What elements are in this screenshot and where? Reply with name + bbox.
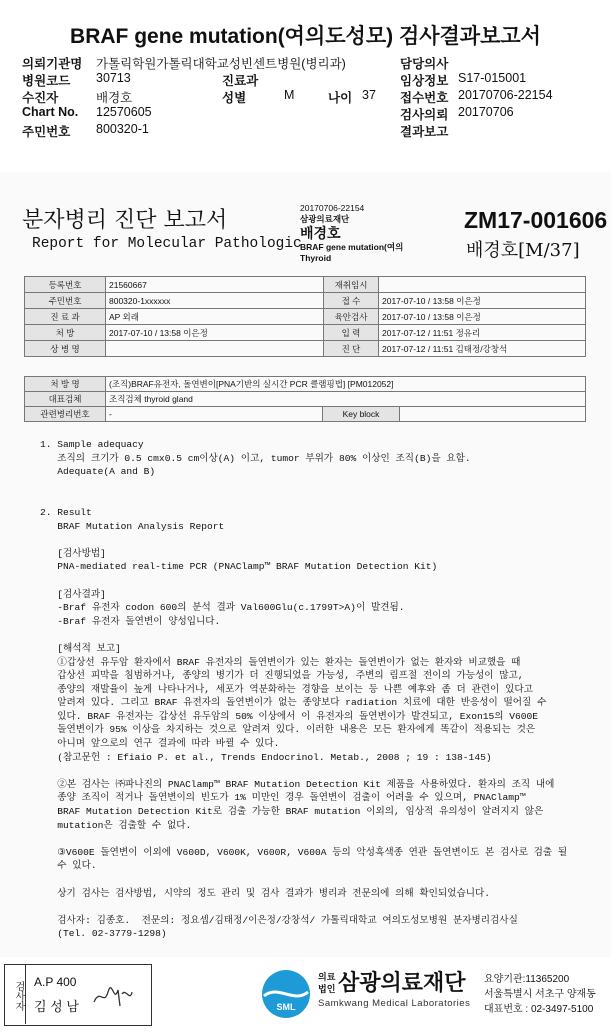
body-line <box>40 574 600 588</box>
body-line <box>40 764 600 778</box>
body-line: ①갑상선 유두암 환자에서 BRAF 유전자의 돌연변이가 있는 환자는 돌연변이가 없는 환자와 비교했을 때 <box>40 656 521 668</box>
body-line: 조직의 크기가 0.5 cmx0.5 cm이상(A) 이고, tumor 부위가 80% 이상인 조직(B)을 요함. <box>40 452 471 464</box>
body-line: [검사방법] <box>40 547 106 559</box>
rx-label: 처 방 <box>25 325 106 341</box>
org-en: Samkwang Medical Laboratories <box>318 998 471 1009</box>
body-line: 있다. BRAF 유전자는 갑상선 유두암의 50% 이상에서 이 유전자의 돌연변이가 발견되고, Exon15의 V600E <box>40 710 539 722</box>
header-value: M <box>284 88 295 102</box>
order-table <box>24 376 586 422</box>
body-line: 종양의 재발율이 높게 나타나거나, 세포가 역분화하는 경향을 보이는 등 나쁜 예후와 좀 더 관련이 있다고 <box>40 683 533 695</box>
address: 서울특별시 서초구 양재동 <box>484 989 596 1000</box>
body-line <box>40 832 600 846</box>
sml-logo-icon <box>258 966 314 1022</box>
header-label: Chart No. <box>22 105 79 119</box>
body-line: PNA-mediated real-time PCR (PNAClamp™ BRAF Mutation Detection Kit) <box>40 561 438 573</box>
header-row <box>22 54 592 71</box>
inst-no: 요양기관:11365200 <box>484 974 570 985</box>
header-value: 37 <box>362 88 376 102</box>
header-label: 의뢰기관명 <box>22 57 83 71</box>
gross-value: 2017-07-10 / 13:58 이은정 <box>379 309 586 325</box>
body-line <box>40 479 600 493</box>
body-line: -Braf 유전자 돌연변이 양성입니다. <box>40 615 221 627</box>
prev-path-value: - <box>106 407 323 422</box>
report-body <box>40 438 600 941</box>
receipt-value: 2017-07-10 / 13:58 이은정 <box>379 293 586 309</box>
receipt-label: 접 수 <box>324 293 379 309</box>
specimen-code: ZM17-001606 <box>464 207 608 233</box>
approval-side-label: 검사자 <box>4 964 26 1024</box>
header-label: 진료과 <box>222 74 259 88</box>
stamp-name: 배경호 <box>300 225 341 241</box>
specimen-label: 대표검체 <box>25 392 106 407</box>
input-value: 2017-07-12 / 11:51 정유리 <box>379 325 586 341</box>
dept-label: 진 료 과 <box>25 309 106 325</box>
key-block-value <box>400 407 586 422</box>
receipt-stamp <box>300 203 403 264</box>
rx-value: 2017-07-10 / 13:58 이은정 <box>106 325 324 341</box>
body-line: 돌연변이가 95% 이상을 차지하는 것으로 알려져 있다. 이러한 내용은 모든 환자에게 똑같이 적용되는 것은 <box>40 724 536 736</box>
body-line <box>40 533 600 547</box>
body-line: 수 있다. <box>40 860 97 872</box>
ssn-value: 800320-1xxxxxx <box>106 293 324 309</box>
body-line: BRAF Mutation Detection Kit로 검출 가능한 BRAF mutation 이외의, 임상적 유의성이 알려지지 않은 <box>40 806 544 818</box>
header-row <box>22 122 592 139</box>
body-line: 1. Sample adequacy <box>40 439 144 450</box>
stamp-line2: 삼광의료재단 <box>300 214 350 224</box>
body-line: 검사자: 김종호. 전문의: 정요셉/김태정/이은정/강창석/ 가톨릭대학교 여의도성모병원 분자병리검사실 <box>40 914 518 926</box>
signature-icon <box>92 984 134 1010</box>
body-line <box>40 492 600 506</box>
body-line: 아니며 앞으로의 연구 결과에 따라 바뀔 수 있다. <box>40 738 280 750</box>
stamp-line4: Thyroid <box>300 253 332 263</box>
prev-path-label: 관련병리번호 <box>25 407 106 422</box>
report-title-kr: 분자병리 진단 보고서 <box>22 208 228 233</box>
phone: 대표번호 : 02-3497-5100 <box>484 1004 594 1015</box>
info-table <box>24 276 586 357</box>
disease-label: 상 병 명 <box>25 341 106 357</box>
header-label: 담당의사 <box>400 57 449 71</box>
header-value: S17-015001 <box>458 71 527 85</box>
body-line: 상기 검사는 검사방법, 시약의 정도 관리 및 검사 결과가 병리과 전문의에 의해 확인되었습니다. <box>40 887 491 899</box>
input-label: 입 력 <box>324 325 379 341</box>
header-label: 임상정보 <box>400 74 449 88</box>
rx-name-label: 처 방 명 <box>25 377 106 392</box>
body-line: 2. Result <box>40 506 92 518</box>
stamp-line1: 20170706-22154 <box>300 203 365 213</box>
header-label: 검사의뢰 <box>400 108 449 122</box>
gross-label: 육안검사 <box>324 309 379 325</box>
body-line: Adequate(A and B) <box>40 466 156 478</box>
body-line: 알려져 있다. 그리고 BRAF 유전자의 돌연변이가 없는 종양보다 radiation 치료에 대한 반응성이 떨어질 수 <box>40 697 547 709</box>
header-label: 나이 <box>328 91 353 105</box>
body-line: [검사결과] <box>40 588 106 600</box>
reg-no-value: 21560667 <box>106 277 324 293</box>
header-row <box>22 105 592 122</box>
sml-logo-text: SML <box>276 1002 296 1012</box>
body-line <box>40 900 600 914</box>
header-label: 주민번호 <box>22 125 71 139</box>
body-line: [해석적 보고] <box>40 642 121 654</box>
key-block-label: Key block <box>323 407 400 422</box>
header-label: 접수번호 <box>400 91 449 105</box>
rx-name-value: (조직)BRAF유전자, 돌연변이[PNA기반의 실시간 PCR 클램핑법] [PM012052] <box>106 377 586 392</box>
body-line <box>40 873 600 887</box>
header-value: 800320-1 <box>96 122 149 136</box>
header-value: 가톨릭학원가톨릭대학교성빈센트병원(병리과) <box>96 57 346 71</box>
ssn-label: 주민번호 <box>25 293 106 309</box>
approver-code: A.P 400 <box>34 975 77 989</box>
stamp-line3: BRAF gene mutation(여의 <box>300 242 404 252</box>
dept-value: AP 외래 <box>106 309 324 325</box>
org-small2: 법인 <box>318 984 336 994</box>
dx-label: 진 단 <box>324 341 379 357</box>
header-label: 성별 <box>222 91 247 105</box>
disease-value <box>106 341 324 357</box>
body-line: mutation은 검출할 수 없다. <box>40 819 192 831</box>
approver-name: 김 성 남 <box>34 999 79 1014</box>
reexam-label: 재취임시 <box>324 277 379 293</box>
header-label: 수진자 <box>22 91 59 105</box>
header-value: 30713 <box>96 71 131 85</box>
header-value: 20170706 <box>458 105 514 119</box>
body-line: -Braf 유전자 codon 600의 분석 결과 Val600Glu(c.1799T>A)이 발견됨. <box>40 602 405 614</box>
header-value: 12570605 <box>96 105 152 119</box>
reexam-value <box>379 277 586 293</box>
patient-tag: 배경호[M/37] <box>466 240 580 261</box>
header-value: 20170706-22154 <box>458 88 553 102</box>
body-line: (Tel. 02-3779-1298) <box>40 928 167 940</box>
report-title-en: Report for Molecular Pathologic <box>32 236 302 252</box>
header-row <box>22 88 592 105</box>
report-title: BRAF gene mutation(여의도성모) 검사결과보고서 <box>70 25 541 48</box>
specimen-value: 조직검체 thyroid gland <box>106 392 586 407</box>
body-line: (참고문헌 : Efiaio P. et al., Trends Endocrinol. Metab., 2008 ; 19 : 138-145) <box>40 751 492 763</box>
body-line <box>40 628 600 642</box>
body-line: ③V600E 돌연변이 이외에 V600D, V600K, V600R, V600A 등의 악성흑색종 연관 돌연변이도 본 검사로 검출 될 <box>40 846 568 858</box>
reg-no-label: 등록번호 <box>25 277 106 293</box>
body-line: 종양 조직이 적거나 돌연변이의 빈도가 1% 미만인 경우 돌연변이 검출이 어려울 수 있으며, PNAClamp™ <box>40 792 526 804</box>
org-small1: 의료 <box>318 972 336 982</box>
header-label: 병원코드 <box>22 74 71 88</box>
dx-value: 2017-07-12 / 11:51 김태정/강창석 <box>379 341 586 357</box>
body-line: ②본 검사는 ㈜파나진의 PNAClamp™ BRAF Mutation Detection Kit 제품을 사용하였다. 환자의 조직 내에 <box>40 778 555 790</box>
body-line: BRAF Mutation Analysis Report <box>40 520 225 532</box>
header-row <box>22 71 592 88</box>
header-label: 결과보고 <box>400 125 449 139</box>
header-value: 배경호 <box>96 91 133 105</box>
body-line: 갑상선 피막을 침범하거나, 종양의 병기가 더 진행되었을 가능성, 주변의 림프절 전이의 가능성이 많고, <box>40 670 524 682</box>
org-name: 삼광의료재단 <box>338 970 466 995</box>
